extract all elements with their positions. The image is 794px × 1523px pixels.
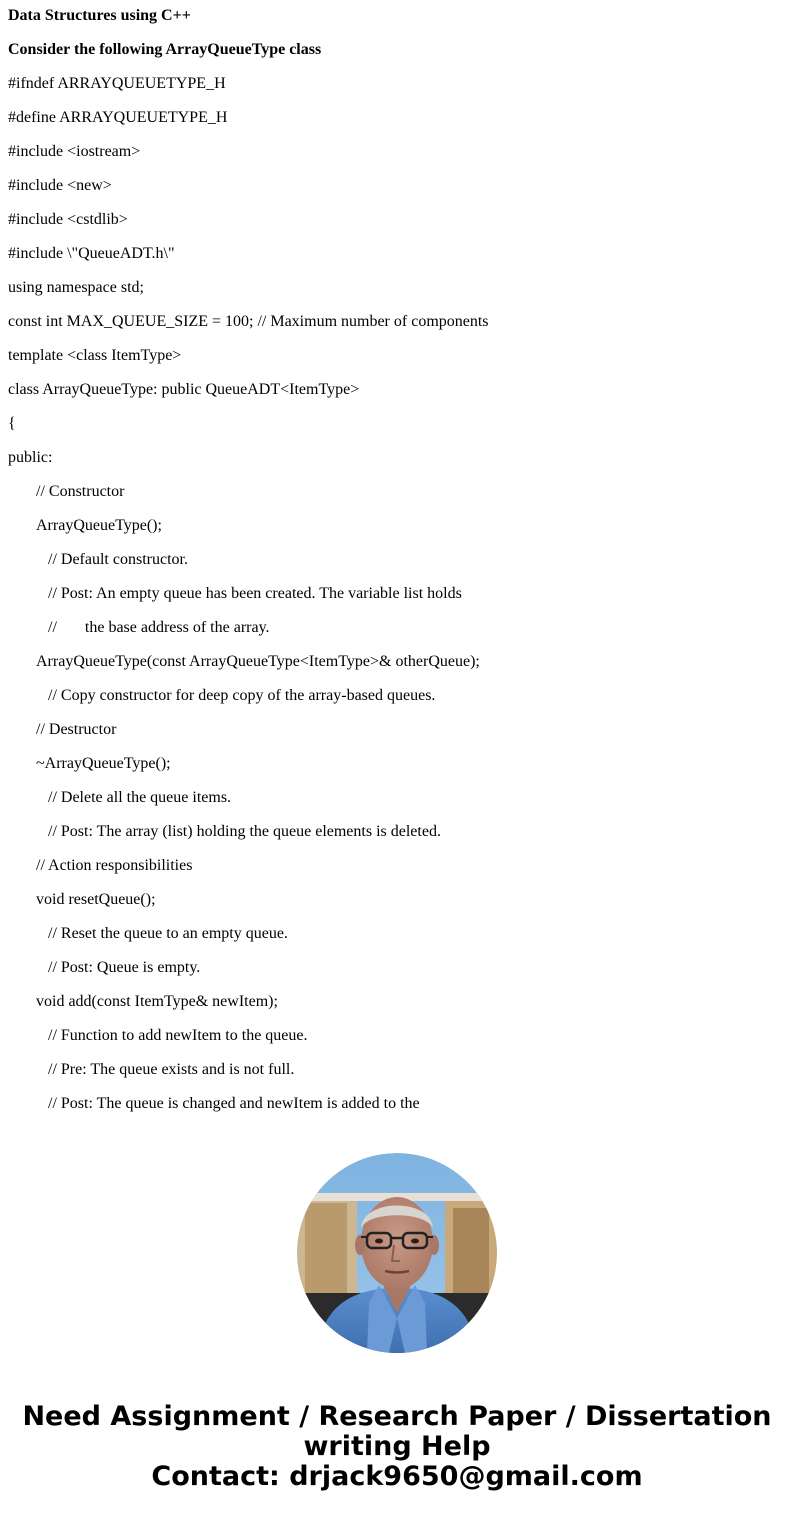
footer-contact-line: Contact: drjack9650@gmail.com	[151, 1461, 643, 1492]
code-line: ArrayQueueType(const ArrayQueueType<ItemType>& otherQueue);	[36, 653, 480, 670]
code-line: template <class ItemType>	[8, 347, 182, 364]
code-line: // the base address of the array.	[48, 619, 270, 636]
code-line: ArrayQueueType();	[36, 517, 162, 534]
code-line: #include <new>	[8, 177, 112, 194]
code-line: // Pre: The queue exists and is not full.	[48, 1061, 295, 1078]
code-line: // Post: The array (list) holding the queue elements is deleted.	[48, 823, 441, 840]
code-line: // Function to add newItem to the queue.	[48, 1027, 308, 1044]
code-line: #ifndef ARRAYQUEUETYPE_H	[8, 75, 226, 92]
footer-line-2: writing Help	[303, 1431, 491, 1462]
code-line: ~ArrayQueueType();	[36, 755, 171, 772]
code-line: // Destructor	[36, 721, 117, 738]
code-line: // Copy constructor for deep copy of the array-based queues.	[48, 687, 436, 704]
code-line: void add(const ItemType& newItem);	[36, 993, 278, 1010]
code-line: // Default constructor.	[48, 551, 188, 568]
code-line: public:	[8, 449, 53, 466]
code-line: #include <cstdlib>	[8, 211, 128, 228]
code-line: // Post: An empty queue has been created. The variable list holds	[48, 585, 462, 602]
code-line: {	[8, 415, 16, 432]
code-line: const int MAX_QUEUE_SIZE = 100; // Maximum number of components	[8, 313, 489, 330]
code-line: // Post: Queue is empty.	[48, 959, 201, 976]
avatar	[297, 1153, 497, 1353]
contact-footer	[0, 1402, 794, 1492]
code-line: class ArrayQueueType: public QueueADT<ItemType>	[8, 381, 360, 398]
person-photo-icon	[297, 1153, 497, 1353]
code-line: #include <iostream>	[8, 143, 141, 160]
code-line: // Reset the queue to an empty queue.	[48, 925, 288, 942]
code-line: #define ARRAYQUEUETYPE_H	[8, 109, 228, 126]
code-line: // Action responsibilities	[36, 857, 193, 874]
footer-line-1: Need Assignment / Research Paper / Dissertation	[22, 1401, 772, 1432]
code-line: void resetQueue();	[36, 891, 156, 908]
document-subtitle: Consider the following ArrayQueueType class	[8, 41, 322, 58]
code-line: // Delete all the queue items.	[48, 789, 232, 806]
code-line: // Post: The queue is changed and newItem is added to the	[48, 1095, 420, 1112]
code-line: // Constructor	[36, 483, 125, 500]
code-line: using namespace std;	[8, 279, 144, 296]
document-title: Data Structures using C++	[8, 7, 191, 24]
code-line: #include \"QueueADT.h\"	[8, 245, 175, 262]
